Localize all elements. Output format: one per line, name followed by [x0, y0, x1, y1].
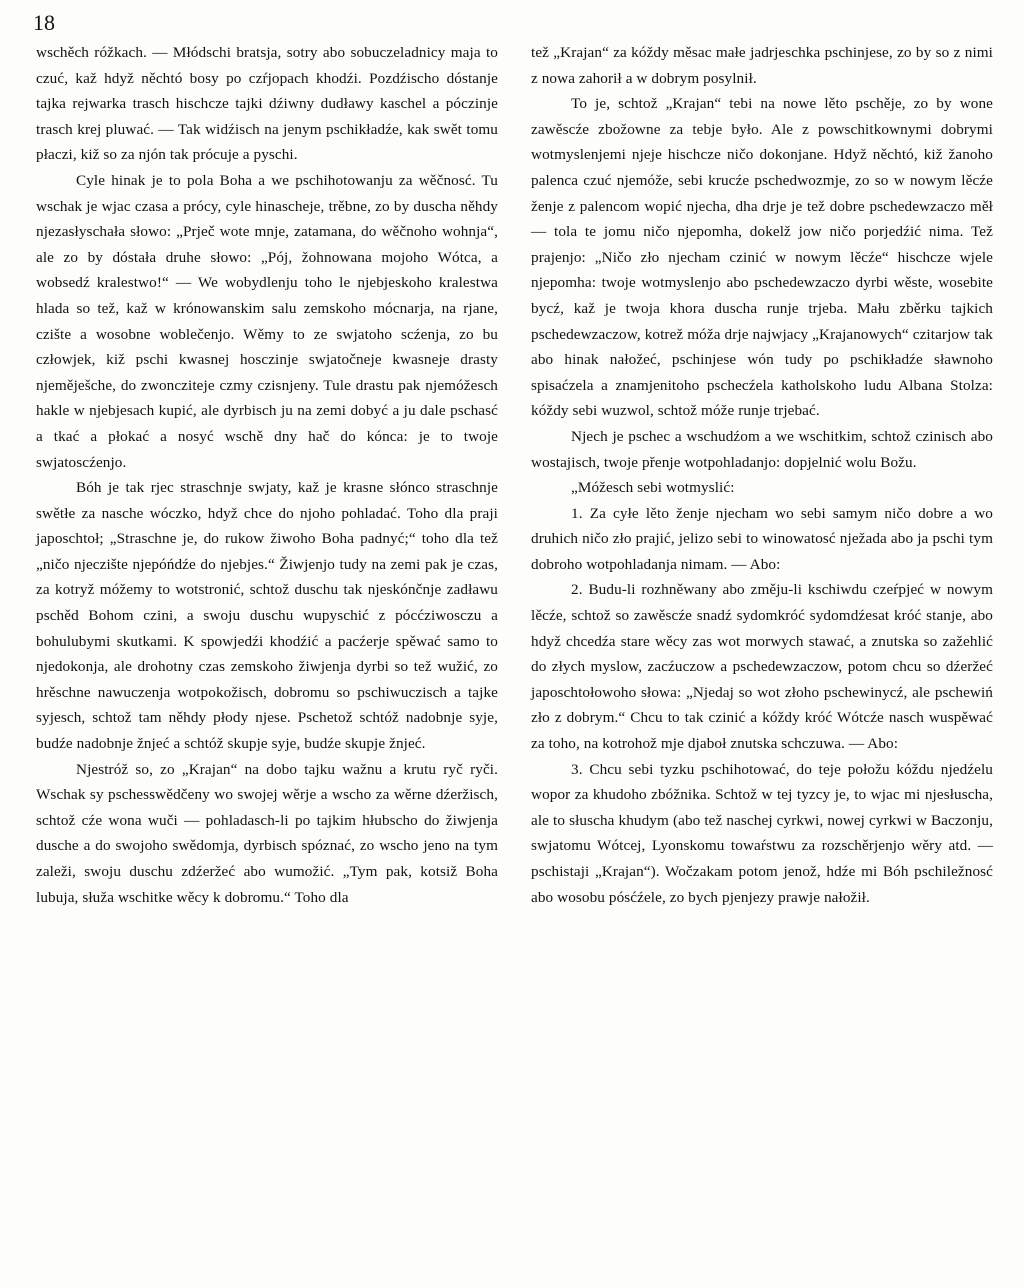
paragraph: Bóh je tak rjec straschnje swjaty, kaž je krasne słónco straschnje swětłe za nasche wóczko, hdyž chce do njoho pohladać. Toho dla praji japoschtoł; „Straschne je, do rukow žiwoho Boha padnyć;“ toho dla tež „ničo njeczište njepóńdźe do njebjes.“ Žiwjenjo tudy na zemi pak je czas, za kotryž móžemy to wotstronić, schtož duschu tak njeskónčnje zadławu pschěd Bohom czini, a swoju duschu wupyschić z pócćziwosczu a bohulubymi skutkami. K spowjedźi khodźić a pacźerje spěwać samo to njedokonja, ale drohotny czas zemskoho žiwjenja dyrbi so tež wužić, zo hrěschne nawuczenja wotpokožisch, dobromu so pschiwuczisch a tajke syjesch, schtož tam něhdy płody njese. Pschetož schtóž nadobnje syje, budźe nadobnje žnjeć a schtóž skupje syje, budźe skupje žnjeć. — [36, 479, 498, 753]
paragraph: Cyle hinak je to pola Boha a we pschihotowanju za wěčnosć. Tu wschak je wjac czasa a prócy, cyle hinascheje, trěbne, zo by duscha něhdy njezasłyschała słowo: „Prječ wote mnje, zatamana, do wěčnoho wohnja“, ale zo by dóstała druhe słowo: „Pój, žohnowana mojoho Wótca, a wobsedź kralestwo!“ — We wobydlenju toho le njebjeskoho kralestwa hlada so tež, kaž w krónowanskim salu zemskoho mócnarja, na rjane, czište a wosobne woblečenjo. Wěmy to ze swjatoho scźenja, zo bu człowjek, kiž pschi kwasnej hosczinje swjatočneje kwasneje drasty njeměješche, do zwoncziteje czmy czisnjeny. Tule drastu pak njemóžesch hakle w njebjesach kupić, ale dyrbisch ju na zemi dobyć a ju dale pschasć a tkać a płokać a nosyć wschě dny hač do kónca: je to twoje swjatoscźenjo. — [36, 171, 498, 471]
left-column — [36, 40, 498, 910]
list-item: 2. Budu-li rozhněwany abo změju-li kschiwdu czeŕpjeć w nowym lěcźe, schtož so zawěscźe snadź sydomkróć sydomdźesat króć stanje, abo hdyž chcedźa stare wěcy zas wot morwych stawać, a znutska so zažehlić do złych myslow, zacźuczow a pschedewzaczow, potom chcu so dźeržeć japoschtołowoho słowa: „Njedaj so wot złoho pschewinycź, ale pschewiń zło z dobrym.“ Chcu to tak czinić a kóždy króć Wótcźe nasch wuspěwać za toho, na kotrohož mje djaboł znutska schczuwa. — Abo: — [531, 581, 993, 753]
paragraph: „Móžesch sebi wotmyslić: — [571, 479, 735, 497]
paragraph: wschěch róžkach. — Młódschi bratsja, sotry abo sobuczeladnicy maja to czuć, kaž hdyž něchtó bosy po czŕjopach khodźi. Pozdźischo dóstanje tajka rejwarka trasch hischcze tajki dźiwny dudławy kaschel a póczinje trasch krej pluwać. — Tak widźisch na jenym pschikładźe, kak swět tomu płaczi, kiž so za njón tak prócuje a pyschi. — [36, 44, 498, 164]
paragraph: To je, schtož „Krajan“ tebi na nowe lěto pschěje, zo by wone zawěscźe zbožowne za tebje było. Ale z powschitkownymi dobrymi wotmyslenjemi njeje hischcze ničo dokonjane. Hdyž něchtó, kiž žanoho palenca czuć njemóže, sebi krucźe pschedwozmje, zo so w nowym lěcźe ženje z palencom wopić njecha, dha drje je tež dobre pschedewzaczo měł — tola te jomu ničo njepomha, dokelž jow ničo porjedźić nima. Tež prajenjo: „Ničo zło njecham czinić w nowym lěcźe“ hischcze wjele njepomha: twoje wotmyslenjo abo pschedewzaczo dyrbi wěste, wosebite bycź, kaž je twoja khora duscha runje trjeba. Mału zběrku tajkich pschedewzaczow, kotrež móža drje najwjacy „Krajanowych“ czitarjow tak abo hinak nałožeć, pschinjese wón tudy po pschikładźe sławnoho spisaćzela a znamjenitoho pschecźela katholskoho ludu Albana Stolza: kóždy sebi wuzwol, schtož móže runje trjebać. — [531, 95, 993, 420]
paragraph: tež „Krajan“ za kóždy měsac małe jadrjeschka pschinjese, zo by so z nimi z nowa zahorił a w dobrym posylnił. — [531, 44, 993, 87]
page-number: 18 — [33, 10, 55, 35]
paragraph: Njech je pschec a wschudźom a we wschitkim, schtož czinisch abo wostajisch, twoje přenje wotpohladanjo: dopjelnić wolu Božu. — [531, 427, 993, 471]
list-item: 1. Za cyłe lěto ženje njecham wo sebi samym ničo dobre a wo druhich ničo zło prajić, jelizo sebi to winowatosć nježada abo ja pschi tym dobroho wotpohladanja nimam. — Abo: — [531, 504, 993, 573]
paragraph: Njestróž so, zo „Krajan“ na dobo tajku wažnu a krutu ryč ryči. Wschak sy pschesswědčeny wo swojej wěrje a wscho za wěrne dźeržisch, schtož cźe wona wuči — pohladasch-li po tajkim hłubscho do žiwjenja dusche a do swojoho swědomja, dyrbisch spóznać, zo wscho jeno na tym zaleži, swoju duschu zdźeržeć abo wumožić. „Tym pak, kotsiž Boha lubuja, słuža wschitke wěcy k dobromu.“ Toho dla — [36, 760, 498, 906]
list-item: 3. Chcu sebi tyzku pschihotować, do teje połožu kóždu njedźelu wopor za khudoho zbóžnika. Schtož w tej tyzcy je, to wjac mi njesłuscha, ale to słuscha khudym (abo tež naschej cyrkwi, nowej cyrkwi w Baczonju, swjatomu Wótcej, Lyonskomu towaŕstwu za rozschěrjenjo wěry atd. — pschistaji „Krajan“). Wočzakam potom jenož, hdźe mi Bóh pschiležnosć abo wosobu pósćźele, zo bych pjenjezy prawje nałožił. — [531, 760, 993, 906]
right-column — [531, 40, 993, 910]
